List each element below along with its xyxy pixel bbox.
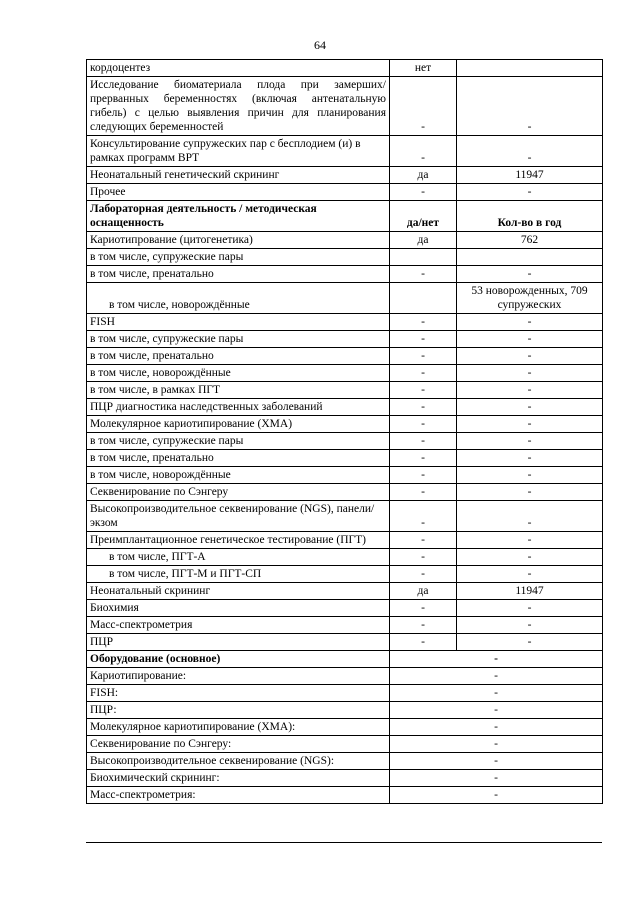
table-row [87, 450, 603, 467]
equipment-header-row [87, 651, 603, 668]
row-label: Неонатальный скрининг [87, 583, 390, 600]
equipment-value: - [390, 668, 603, 685]
row-availability: - [390, 484, 457, 501]
table-row [87, 416, 603, 433]
row-label: в том числе, супружеские пары [87, 249, 390, 266]
row-availability: - [390, 399, 457, 416]
row-availability: - [390, 566, 457, 583]
row-availability: - [390, 433, 457, 450]
row-count [457, 249, 603, 266]
equipment-value: - [390, 736, 603, 753]
table-row [87, 399, 603, 416]
row-label: Секвенирование по Сэнгеру [87, 484, 390, 501]
row-count: 762 [457, 232, 603, 249]
row-count: - [457, 348, 603, 365]
table-row [87, 365, 603, 382]
table-row [87, 283, 603, 314]
equipment-row [87, 719, 603, 736]
footer-divider [86, 842, 602, 843]
row-availability: - [390, 634, 457, 651]
row-count: 11947 [457, 167, 603, 184]
row-label: в том числе, новорождённые [87, 365, 390, 382]
table-row [87, 167, 603, 184]
row-count: - [457, 600, 603, 617]
equipment-label: Секвенирование по Сэнгеру: [87, 736, 390, 753]
equipment-row [87, 753, 603, 770]
row-count: - [457, 433, 603, 450]
row-count: Кол-во в год [457, 201, 603, 232]
row-availability: - [390, 77, 457, 136]
equipment-label: ПЦР: [87, 702, 390, 719]
row-availability: да [390, 583, 457, 600]
row-count: - [457, 484, 603, 501]
table-row [87, 348, 603, 365]
row-label: Лабораторная деятельность / методическая оснащенность [87, 201, 390, 232]
row-count: - [457, 184, 603, 201]
row-availability: - [390, 416, 457, 433]
equipment-value: - [390, 770, 603, 787]
table-row [87, 433, 603, 450]
row-availability: - [390, 382, 457, 399]
row-label: Кариотипрование (цитогенетика) [87, 232, 390, 249]
equipment-label: FISH: [87, 685, 390, 702]
table-row [87, 484, 603, 501]
row-availability: - [390, 600, 457, 617]
row-label: Неонатальный генетический скрининг [87, 167, 390, 184]
equipment-value: - [390, 787, 603, 804]
table-row [87, 467, 603, 484]
table-row [87, 566, 603, 583]
equipment-row [87, 668, 603, 685]
row-count: - [457, 399, 603, 416]
row-availability: - [390, 136, 457, 167]
row-availability: да [390, 167, 457, 184]
row-availability: да/нет [390, 201, 457, 232]
row-availability: - [390, 467, 457, 484]
row-count: 53 новорожденных, 709 супружеских [457, 283, 603, 314]
row-count: 11947 [457, 583, 603, 600]
row-count: - [457, 382, 603, 399]
row-count: - [457, 136, 603, 167]
row-count: - [457, 331, 603, 348]
row-availability: нет [390, 60, 457, 77]
table-row [87, 501, 603, 532]
row-label: Масс-спектрометрия [87, 617, 390, 634]
row-label: ПЦР [87, 634, 390, 651]
row-count: - [457, 314, 603, 331]
table-row [87, 634, 603, 651]
row-availability: - [390, 348, 457, 365]
row-label: в том числе, новорождённые [87, 283, 390, 314]
table-row [87, 331, 603, 348]
table-row [87, 583, 603, 600]
row-availability: - [390, 266, 457, 283]
row-availability [390, 249, 457, 266]
equipment-value: - [390, 685, 603, 702]
equipment-row [87, 702, 603, 719]
row-availability: - [390, 365, 457, 382]
table-row [87, 314, 603, 331]
equipment-row [87, 787, 603, 804]
table-row [87, 136, 603, 167]
table-row [87, 600, 603, 617]
row-label: кордоцентез [87, 60, 390, 77]
table-row [87, 60, 603, 77]
row-label: Биохимия [87, 600, 390, 617]
table-row [87, 549, 603, 566]
row-count: - [457, 566, 603, 583]
equipment-label: Высокопроизводительное секвенирование (NGS): [87, 753, 390, 770]
row-count: - [457, 532, 603, 549]
row-availability: - [390, 532, 457, 549]
equipment-row [87, 736, 603, 753]
row-label: ПЦР диагностика наследственных заболеваний [87, 399, 390, 416]
row-count [457, 60, 603, 77]
table-row [87, 266, 603, 283]
equipment-label: Молекулярное кариотипирование (ХМА): [87, 719, 390, 736]
row-availability: - [390, 549, 457, 566]
row-count: - [457, 266, 603, 283]
row-availability: - [390, 501, 457, 532]
row-count: - [457, 416, 603, 433]
equipment-header-value: - [390, 651, 603, 668]
row-label: Прочее [87, 184, 390, 201]
table-row [87, 532, 603, 549]
row-availability: - [390, 331, 457, 348]
equipment-label: Биохимический скрининг: [87, 770, 390, 787]
equipment-label: Масс-спектрометрия: [87, 787, 390, 804]
equipment-header-label: Оборудование (основное) [87, 651, 390, 668]
row-label: в том числе, в рамках ПГТ [87, 382, 390, 399]
row-label: в том числе, супружеские пары [87, 433, 390, 450]
table-row [87, 617, 603, 634]
row-label: в том числе, пренатально [87, 450, 390, 467]
row-label: в том числе, супружеские пары [87, 331, 390, 348]
row-count: - [457, 501, 603, 532]
page-number: 64 [314, 38, 326, 52]
table-row [87, 249, 603, 266]
row-label: Высокопроизводительное секвенирование (NGS), панели/экзом [87, 501, 390, 532]
table-row [87, 201, 603, 232]
row-label: Консультирование супружеских пар с бесплодием (и) в рамках программ ВРТ [87, 136, 390, 167]
table-row [87, 232, 603, 249]
row-availability: - [390, 314, 457, 331]
row-availability: - [390, 617, 457, 634]
table-row [87, 382, 603, 399]
row-label: Преимплантационное генетическое тестирование (ПГТ) [87, 532, 390, 549]
row-availability: да [390, 232, 457, 249]
equipment-value: - [390, 719, 603, 736]
row-label: в том числе, новорождённые [87, 467, 390, 484]
row-label: FISH [87, 314, 390, 331]
row-label: в том числе, пренатально [87, 348, 390, 365]
row-label: в том числе, ПГТ-М и ПГТ-СП [87, 566, 390, 583]
row-label: Молекулярное кариотипирование (ХМА) [87, 416, 390, 433]
table-row [87, 184, 603, 201]
row-count: - [457, 617, 603, 634]
equipment-row [87, 685, 603, 702]
row-availability: - [390, 450, 457, 467]
row-label: в том числе, пренатально [87, 266, 390, 283]
row-label: в том числе, ПГТ-А [87, 549, 390, 566]
equipment-label: Кариотипирование: [87, 668, 390, 685]
row-count: - [457, 365, 603, 382]
equipment-value: - [390, 702, 603, 719]
equipment-row [87, 770, 603, 787]
row-count: - [457, 77, 603, 136]
table-row [87, 77, 603, 136]
row-count: - [457, 450, 603, 467]
lab-activity-table [86, 59, 603, 804]
row-availability [390, 283, 457, 314]
row-availability: - [390, 184, 457, 201]
equipment-value: - [390, 753, 603, 770]
row-count: - [457, 467, 603, 484]
row-count: - [457, 549, 603, 566]
row-label: Исследование биоматериала плода при замерших/прерванных беременностях (включая антенатальную гибель) с целью выявления причин для планирования следующих беременностей [87, 77, 390, 136]
row-count: - [457, 634, 603, 651]
